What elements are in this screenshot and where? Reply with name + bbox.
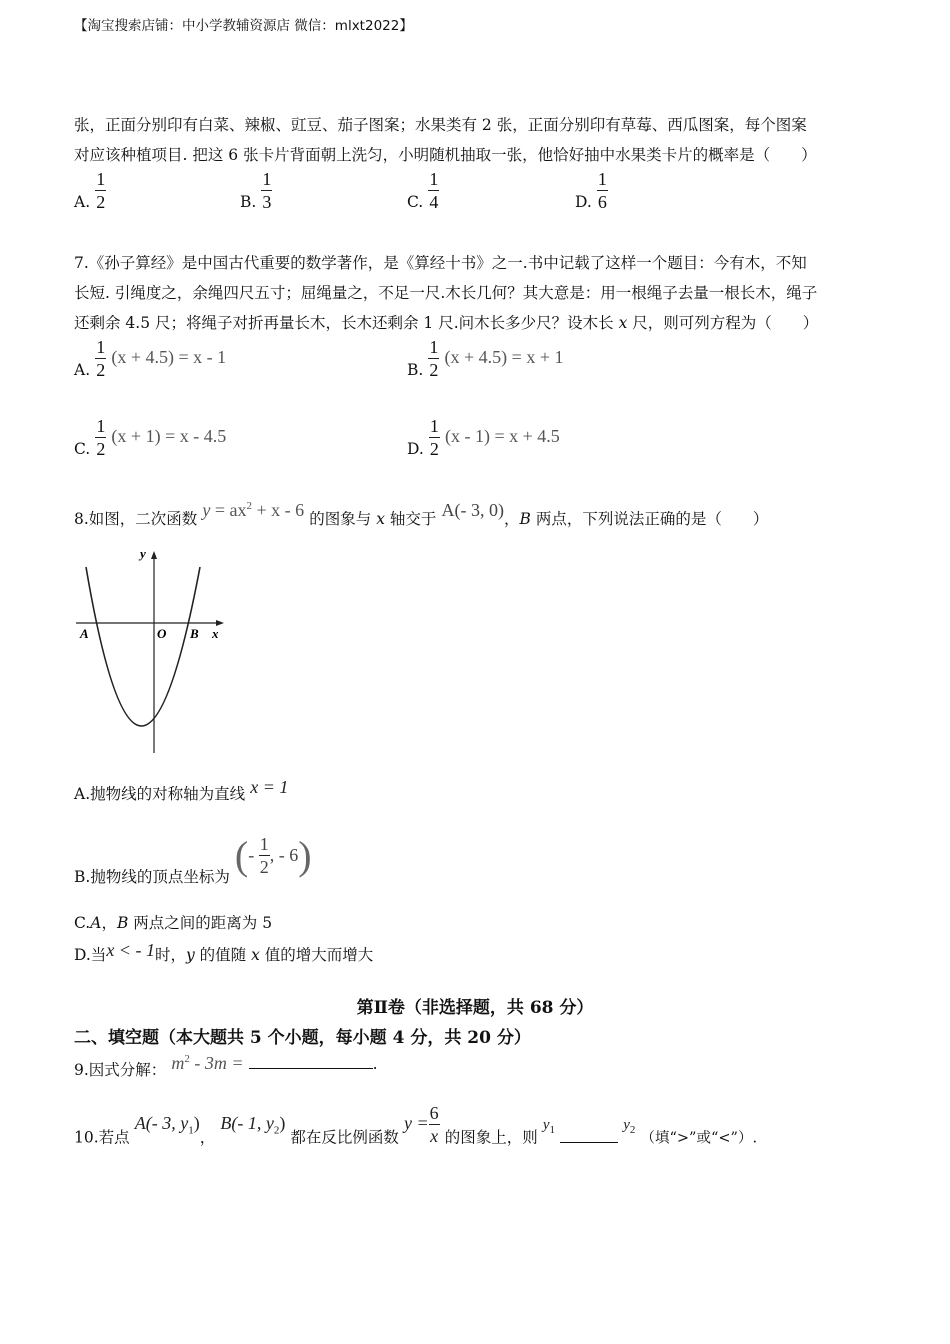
q8-stem (74, 500, 768, 529)
q8-mid: 的图象与 (309, 510, 377, 528)
option-label: C. (74, 440, 91, 458)
q8-option-b (74, 832, 312, 887)
q10-y2: $y_2$ (623, 1116, 636, 1136)
option-b-vertex: (- $\frac{1}{2}$ , - 6) (234, 833, 312, 878)
q9-prefix: 9.因式分解： (74, 1061, 167, 1079)
option-expression: (x + 4.5) = x + 1 (444, 347, 564, 367)
q10-mid: 都在反比例函数 (290, 1128, 399, 1147)
q9-expression: $m^2 - 3m$ = (171, 1053, 244, 1073)
option-label: D. (575, 193, 592, 211)
q9-answer-blank[interactable] (249, 1054, 373, 1069)
q9 (74, 1053, 378, 1080)
q8-prefix: 8.如图，二次函数 (74, 510, 198, 528)
option-a-text: A.抛物线的对称轴为直线 (74, 785, 246, 803)
option-fraction: $\frac{1}{6}$ (597, 169, 607, 212)
q8-point-a: A(- 3, 0) (441, 500, 504, 520)
q8-function: $y = ax^2 + x - 6$ (202, 500, 305, 520)
option-d-label: D.当 (74, 946, 107, 964)
q10-answer-blank[interactable] (560, 1128, 618, 1143)
q6-option-c (407, 170, 439, 211)
q9-suffix: . (372, 1055, 378, 1073)
q7-var-x: x (618, 314, 628, 332)
option-c-rest: 两点之间的距离为 5 (128, 914, 273, 932)
option-label: A. (74, 193, 91, 211)
option-fraction: $\frac{1}{2}$ (96, 416, 106, 459)
q6-option-b (240, 170, 272, 211)
option-expression: (x - 1) = x + 4.5 (445, 426, 560, 446)
option-d-mid2: 的值随 (194, 946, 252, 964)
q8-option-d (74, 940, 373, 965)
q10-sep: ， (199, 1128, 216, 1147)
q7-option-c (74, 417, 226, 458)
q6-option-a (74, 170, 106, 211)
option-label: B. (240, 193, 257, 211)
q8-option-a (74, 777, 288, 804)
q8-option-c (74, 911, 272, 933)
q6-line2: 对应该种植项目. 把这 6 张卡片背面朝上洗匀，小明随机抽取一张，他恰好抽中水果类卡片的概率是（ ） (74, 146, 817, 164)
q6-line1: 张，正面分别印有白菜、辣椒、豇豆、茄子图案；水果类有 2 张，正面分别印有草莓、西瓜图案，每个图案 (74, 116, 807, 134)
q8-mid2: 轴交于 (384, 510, 437, 528)
option-fraction: $\frac{1}{2}$ (429, 337, 439, 380)
q7-option-a (74, 338, 226, 379)
option-label: C. (407, 193, 424, 211)
q10-point-b: B(- 1, $y_2$) (220, 1112, 286, 1137)
option-d-math: x < - 1 (106, 940, 155, 960)
q7-line3 (74, 311, 818, 333)
q7-line3-text: 还剩余 4.5 尺；将绳子对折再量长木，长木还剩余 1 尺.问木长多少尺？设木长 (74, 314, 619, 332)
q10-function: y = $\frac{6}{x}$ (404, 1103, 439, 1146)
label-a: A (80, 626, 89, 641)
option-label: B. (407, 361, 424, 379)
q8-var-x: x (376, 510, 385, 528)
q7-line3-end: 尺，则可列方程为（ ） (627, 314, 819, 332)
q8-parabola-graph (74, 545, 234, 760)
q6-option-d (575, 170, 608, 211)
q7-line2: 长短. 引绳度之，余绳四尺五寸；屈绳量之，不足一尺.木长几何？其大意是：用一根绳子去量一根长木，绳子 (74, 284, 818, 302)
option-c-a: A (90, 914, 102, 932)
label-x: x (212, 626, 219, 641)
option-fraction: $\frac{1}{2}$ (96, 337, 106, 380)
q10-y1: $y_1$ (542, 1116, 556, 1136)
header-banner: 【淘宝搜索店铺：中小学教辅资源店 微信：mlxt2022】 (74, 18, 413, 34)
q7-option-d (407, 417, 560, 458)
option-c-label: C. (74, 914, 91, 932)
option-d-x: x (251, 946, 260, 964)
q7-line1: 7.《孙子算经》是中国古代重要的数学著作，是《算经十书》之一.书中记载了这样一个题目：今有木，不知 (74, 254, 807, 272)
q10 (74, 1104, 757, 1148)
q8-comma: ， (503, 510, 520, 528)
option-label: D. (407, 440, 424, 458)
option-fraction: $\frac{1}{2}$ (429, 416, 439, 459)
part2-title: 二、填空题（本大题共 5 个小题，每小题 4 分，共 20 分） (74, 1028, 531, 1048)
q8-suffix: 两点，下列说法正确的是（ ） (530, 510, 769, 528)
y-axis-arrow (151, 551, 157, 559)
option-c-sep: ， (101, 914, 117, 932)
label-o: O (157, 626, 167, 641)
q10-point-a: A(- 3, $y_1$) (134, 1112, 200, 1137)
option-d-mid: 时， (154, 946, 186, 964)
label-y: y (140, 546, 146, 561)
option-label: A. (74, 361, 91, 379)
option-fraction: $\frac{1}{4}$ (429, 169, 439, 212)
q8-point-b: B (519, 510, 531, 528)
option-d-y: y (185, 946, 195, 964)
label-b: B (190, 626, 199, 641)
q10-mid2: 的图象上，则 (444, 1128, 538, 1147)
option-fraction: $\frac{1}{2}$ (96, 169, 106, 212)
option-d-rest: 值的增大而增大 (259, 946, 374, 964)
option-expression: (x + 1) = x - 4.5 (111, 426, 227, 446)
q10-prefix: 10.若点 (74, 1128, 130, 1147)
parabola-curve (86, 567, 200, 726)
option-c-b: B (116, 914, 129, 932)
q10-suffix: （填“>”或“<”）. (640, 1130, 758, 1147)
option-expression: (x + 4.5) = x - 1 (111, 347, 227, 367)
option-fraction: $\frac{1}{3}$ (262, 169, 272, 212)
option-b-text: B.抛物线的顶点坐标为 (74, 868, 230, 886)
section-title: 第Ⅱ卷（非选择题，共 68 分） (356, 998, 594, 1018)
option-a-math: x = 1 (250, 777, 289, 797)
q7-option-b (407, 338, 563, 379)
